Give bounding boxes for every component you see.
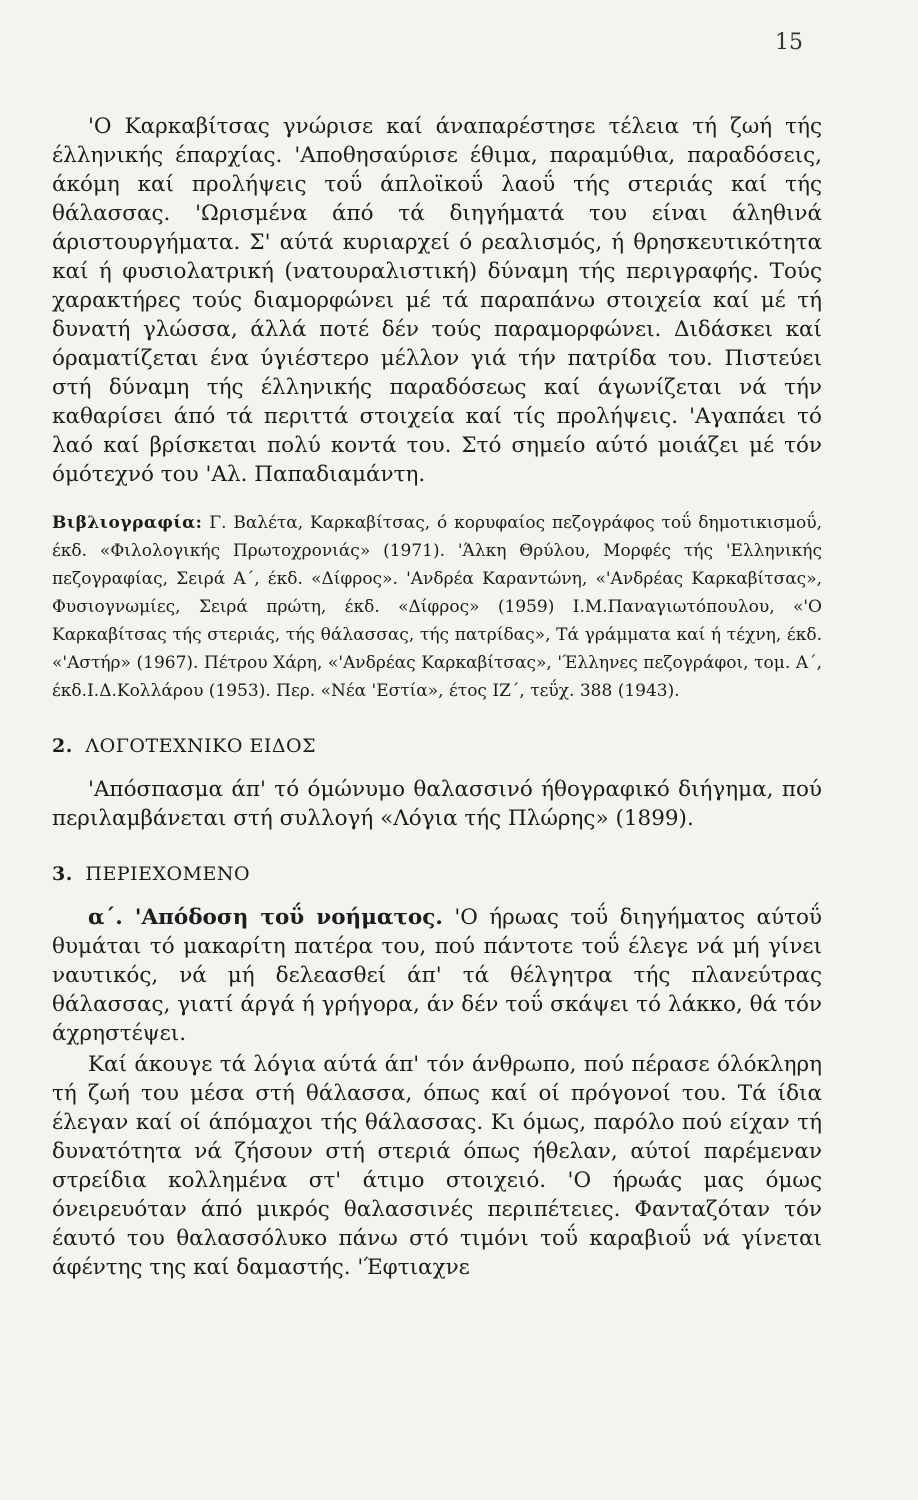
section-3-heading — [52, 863, 822, 885]
section-2-text: 'Απόσπασμα άπ' τό όμώνυμο θαλασσινό ήθογραφικό διήγημα, πού περιλαμβάνεται στή συλλογή «Λόγια τής Πλώρης» (1899). — [52, 777, 822, 831]
section-3-paragraph-1 — [52, 903, 822, 1048]
bibliography-label: Βιβλιογραφία: — [52, 513, 203, 533]
intro-paragraph: 'Ο Καρκαβίτσας γνώρισε καί άναπαρέστησε τέλεια τή ζωή τής έλληνικής έπαρχίας. 'Αποθησαύρισε έθιμα, παραμύθια, παραδόσεις, άκόμη καί προλήψεις τοΰ άπλοϊκοΰ λαοΰ τής στεριάς καί τής θάλασσας. 'Ωρισμένα άπό τά διηγήματά του είναι άληθινά άριστουργήματα. Σ' αύτά κυριαρχεί ό ρεαλισμός, ή θρησκευτικότητα καί ή φυσιολατρική (νατουραλιστική) δύναμη τής περιγραφής. Τούς χαρακτήρες τούς διαμορφώνει μέ τά παραπάνω στοιχεία καί μέ τή δυνατή γλώσσα, άλλά ποτέ δέν τούς παραμορφώνει. Διδάσκει καί όραματίζεται ένα ύγιέστερο μέλλον γιά τήν πατρίδα του. Πιστεύει στή δύναμη τής έλληνικής παραδόσεως καί άγωνίζεται νά τήν καθαρίσει άπό τά περιττά στοιχεία καί τίς προλήψεις. 'Αγαπάει τό λαό καί βρίσκεται πολύ κοντά του. Στό σημείο αύτό μοιάζει μέ τόν όμότεχνό του 'Αλ. Παπαδιαμάντη. — [52, 114, 822, 487]
bibliography — [52, 509, 822, 705]
section-3-paragraph-1-text: 'Ο ήρωας τοΰ διηγήματος αύτοΰ θυμάται τό μακαρίτη πατέρα του, πού πάντοτε τοΰ έλεγε νά μή γίνει ναυτικός, νά μή δελεασθεί άπ' τά θέλγητρα τής πλανεύτρας θάλασσας, γιατί άργά ή γρήγορα, άν δέν τοΰ σκάψει τό λάκκο, θά τόν άχρηστέψει. — [52, 905, 822, 1046]
section-3-paragraph-2: Καί άκουγε τά λόγια αύτά άπ' τόν άνθρωπο, πού πέρασε όλόκληρη τή ζωή του μέσα στή θάλασσα, όπως καί οί πρόγονοί του. Τά ίδια έλεγαν καί οί άπόμαχοι τής θάλασσας. Κι όμως, παρόλο πού είχαν τή δυνατότητα νά ζήσουν στή στεριά όπως ήθελαν, αύτοί παρέμεναν στρείδια κολλημένα στ' άτιμο στοιχειό. 'Ο ήρωάς μας όμως όνειρευόταν άπό μικρός θαλασσινές περιπέτειες. Φανταζόταν τόν έαυτό του θαλασσόλυκο πάνω στό τιμόνι τοΰ καραβιοΰ νά γίνεται άφέντης της καί δαμαστής. 'Έφτιαχνε — [52, 1052, 822, 1280]
page-content — [52, 112, 822, 1282]
section-2-heading — [52, 735, 822, 757]
section-3-number: 3. — [52, 863, 73, 885]
bibliography-text: Γ. Βαλέτα, Καρκαβίτσας, ό κορυφαίος πεζογράφος τοΰ δημοτικισμοΰ, έκδ. «Φιλολογικής Πρωτοχρονιάς» (1971). 'Άλκη Θρύλου, Μορφές τής 'Ελληνικής πεζογραφίας, Σειρά Α΄, έκδ. «Δίφρος». 'Ανδρέα Καραντώνη, «'Ανδρέας Καρκαβίτσας», Φυσιογνωμίες, Σειρά πρώτη, έκδ. «Δίφρος» (1959) Ι.Μ.Παναγιωτόπουλου, «'Ο Καρκαβίτσας τής στεριάς, τής θάλασσας, τής πατρίδας», Τά γράμματα καί ή τέχνη, έκδ. «'Αστήρ» (1967). Πέτρου Χάρη, «'Ανδρέας Καρκαβίτσας», 'Έλληνες πεζογράφοι, τομ. Α΄, έκδ.Ι.Δ.Κολλάρου (1953). Περ. «Νέα 'Εστία», έτος ΙΖ΄, τεΰχ. 388 (1943). — [52, 513, 823, 701]
section-2-title: ΛΟΓΟΤΕΧΝΙΚΟ ΕΙΔΟΣ — [85, 735, 317, 757]
page-number: 15 — [775, 30, 803, 55]
section-3-title: ΠΕΡΙΕΧΟΜΕΝΟ — [85, 863, 251, 885]
section-3-sub-label: α΄. 'Απόδοση τοΰ νοήματος. — [88, 905, 443, 930]
section-2-number: 2. — [52, 735, 73, 757]
